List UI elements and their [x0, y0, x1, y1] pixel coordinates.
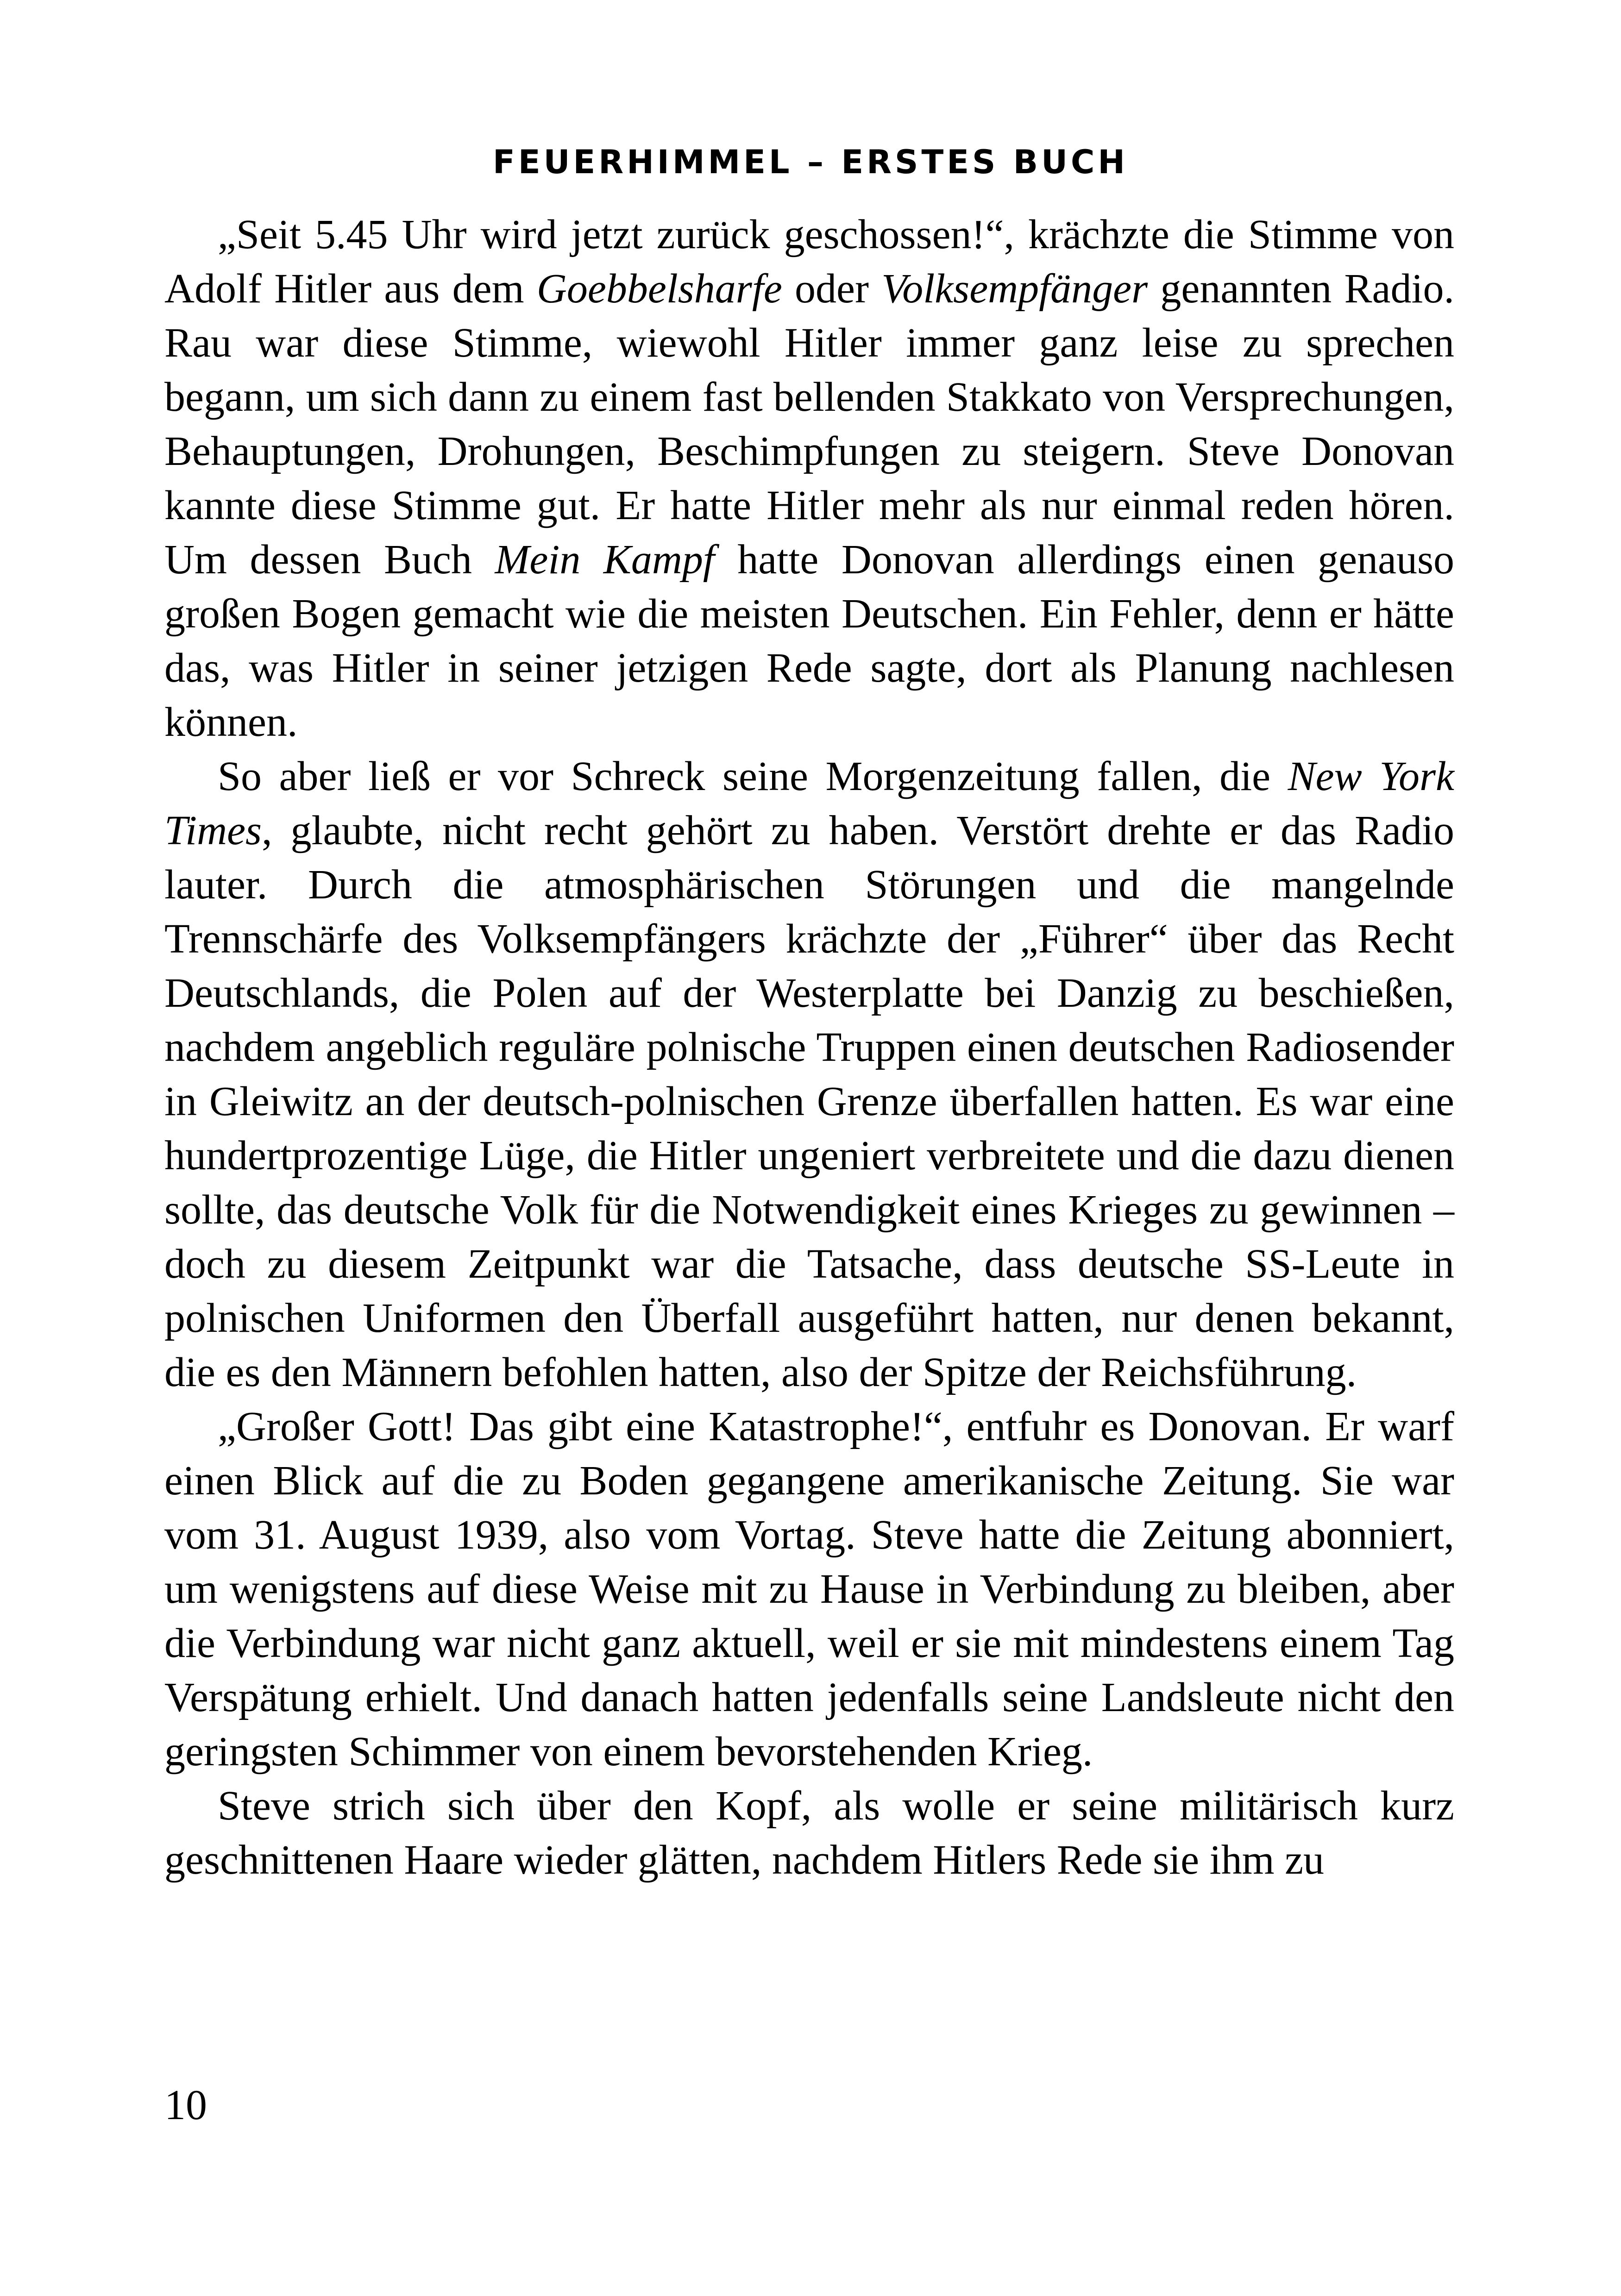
italic-title-mein-kampf: Mein Kampf: [495, 537, 715, 583]
italic-term-goebbelsharfe: Goebbelsharfe: [536, 266, 782, 312]
text-segment: „Seit 5.45 Uhr wird jetzt zurück geschossen!“, krächzte die Stimme von Adolf Hitler aus dem: [164, 212, 1454, 312]
text-segment: So aber ließ er vor Schreck seine Morgenzeitung fallen, die: [218, 753, 1288, 799]
paragraph-4: [164, 1779, 1454, 1887]
italic-title-new-york-times: New York Times: [164, 753, 1454, 853]
text-segment: Steve strich sich über den Kopf, als wolle er seine militärisch kurz geschnittenen Haare wieder glätten, nachdem Hitlers Rede sie ihm zu: [164, 1783, 1454, 1883]
body-text: [164, 207, 1454, 1887]
running-head: FEUERHIMMEL – ERSTES BUCH: [493, 143, 1128, 181]
text-segment: , glaubte, nicht recht gehört zu haben. Verstört drehte er das Radio lauter. Durch die atmosphärischen Störungen und die mangelnde Trennschärfe des Volksempfängers krächzte der „Führer“ über das Recht Deutschlands, die Polen auf der Westerplatte bei Danzig zu beschießen, nachdem angeblich reguläre polnische Truppen einen deutschen Radiosender in Gleiwitz an der deutsch-polnischen Grenze überfallen hatten. Es war eine hundertprozentige Lüge, die Hitler ungeniert verbreitete und die dazu dienen sollte, das deutsche Volk für die Notwendigkeit eines Krieges zu gewinnen – doch zu diesem Zeitpunkt war die Tatsache, dass deutsche SS-Leute in polnischen Uniformen den Überfall ausgeführt hatten, nur denen bekannt, die es den Männern befohlen hatten, also der Spitze der Reichsführung.: [164, 808, 1454, 1395]
text-segment: genannten Radio. Rau war diese Stimme, wiewohl Hitler immer ganz leise zu sprechen begann, um sich dann zu einem fast bellenden Stakkato von Versprechungen, Behauptungen, Drohungen, Beschimpfungen zu steigern. Steve Donovan kannte diese Stimme gut. Er hatte Hitler mehr als nur einmal reden hören. Um dessen Buch: [164, 266, 1454, 583]
text-segment: „Großer Gott! Das gibt eine Katastrophe!“, entfuhr es Donovan. Er warf einen Blick auf die zu Boden gegangene amerikanische Zeitung. Sie war vom 31. August 1939, also vom Vortag. Steve hatte die Zeitung abonniert, um wenigstens auf diese Weise mit zu Hause in Verbindung zu bleiben, aber die Verbindung war nicht ganz aktuell, weil er sie mit mindestens einem Tag Verspätung erhielt. Und danach hatten jedenfalls seine Landsleute nicht den geringsten Schimmer von einem bevorstehenden Krieg.: [164, 1404, 1454, 1775]
paragraph-1: [164, 207, 1454, 749]
paragraph-2: [164, 749, 1454, 1399]
paragraph-3: [164, 1399, 1454, 1779]
text-segment: hatte Donovan allerdings einen genauso großen Bogen gemacht wie die meisten Deutschen. Ein Fehler, denn er hätte das, was Hitler in seiner jetzigen Rede sagte, dort als Planung nachlesen können.: [164, 537, 1455, 745]
italic-term-volksempfaenger: Volksempfänger: [881, 266, 1148, 312]
text-segment: oder: [782, 266, 882, 312]
page-number: 10: [164, 2081, 207, 2128]
